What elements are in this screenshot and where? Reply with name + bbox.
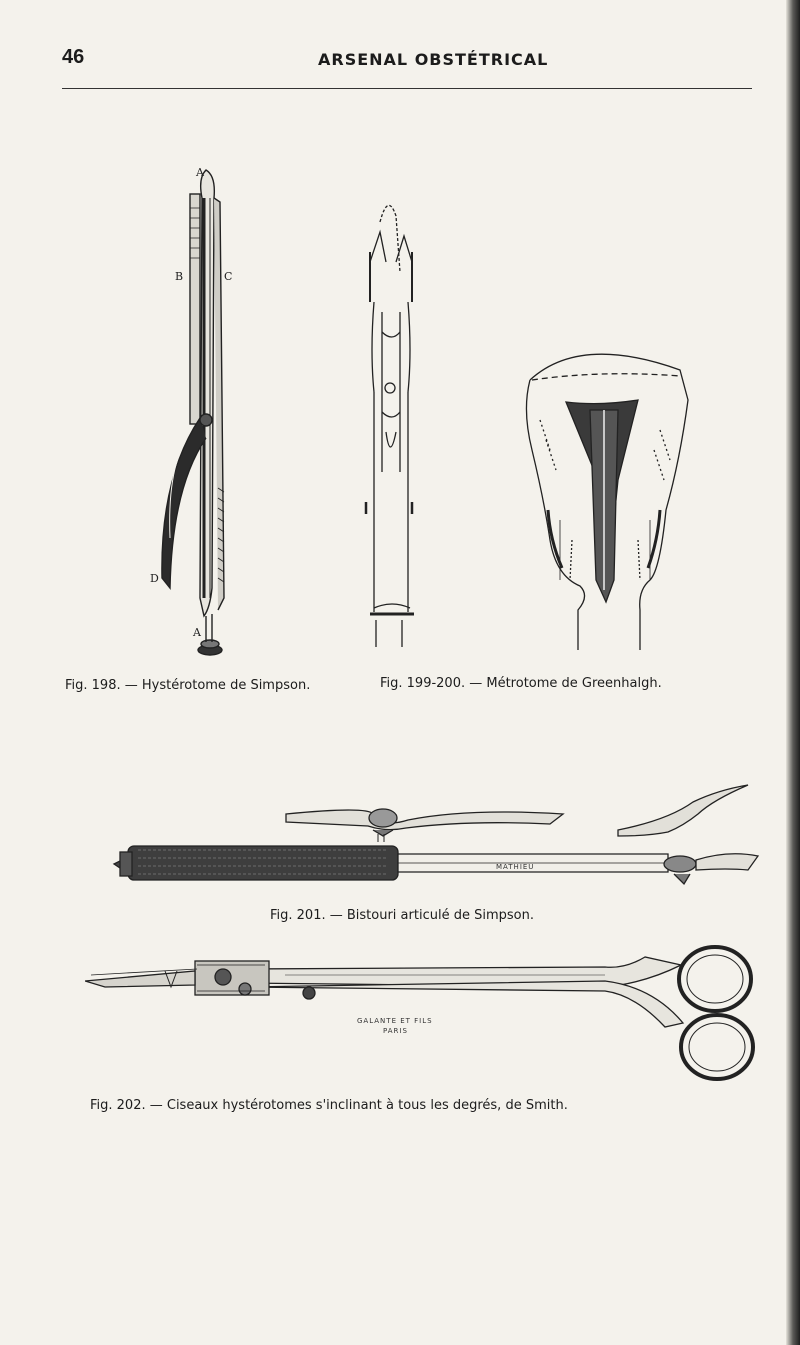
page-edge-shadow: [786, 0, 800, 1345]
fig-200-illustration: [520, 340, 690, 660]
fig-198-label-c: C: [224, 270, 233, 283]
fig-198-caption: Fig. 198. — Hystérotome de Simpson.: [65, 678, 311, 693]
fig-199-illustration: [352, 192, 432, 652]
fig-198-illustration: [140, 158, 260, 668]
fig-202-illustration: [85, 935, 765, 1085]
fig-198-label-a-bottom: A: [193, 626, 201, 639]
running-head: ARSENAL OBSTÉTRICAL: [318, 50, 549, 69]
fig-202-maker-city: PARIS: [383, 1027, 408, 1035]
fig-202-caption: Fig. 202. — Ciseaux hystérotomes s'inclinant à tous les degrés, de Smith.: [90, 1098, 568, 1113]
page-number: 46: [62, 46, 85, 68]
fig-198-label-d: D: [150, 572, 159, 585]
fig-198-label-b: B: [175, 270, 184, 283]
header-rule: [62, 88, 752, 89]
fig-199-200-caption: Fig. 199-200. — Métrotome de Greenhalgh.: [380, 676, 662, 691]
fig-201-illustration: [108, 780, 768, 890]
fig-202-maker-mark: GALANTE ET FILS: [357, 1017, 433, 1025]
fig-201-maker-mark: MATHIEU: [496, 863, 535, 871]
fig-198-label-a-top: A: [196, 166, 204, 179]
fig-201-caption: Fig. 201. — Bistouri articulé de Simpson.: [270, 908, 534, 923]
